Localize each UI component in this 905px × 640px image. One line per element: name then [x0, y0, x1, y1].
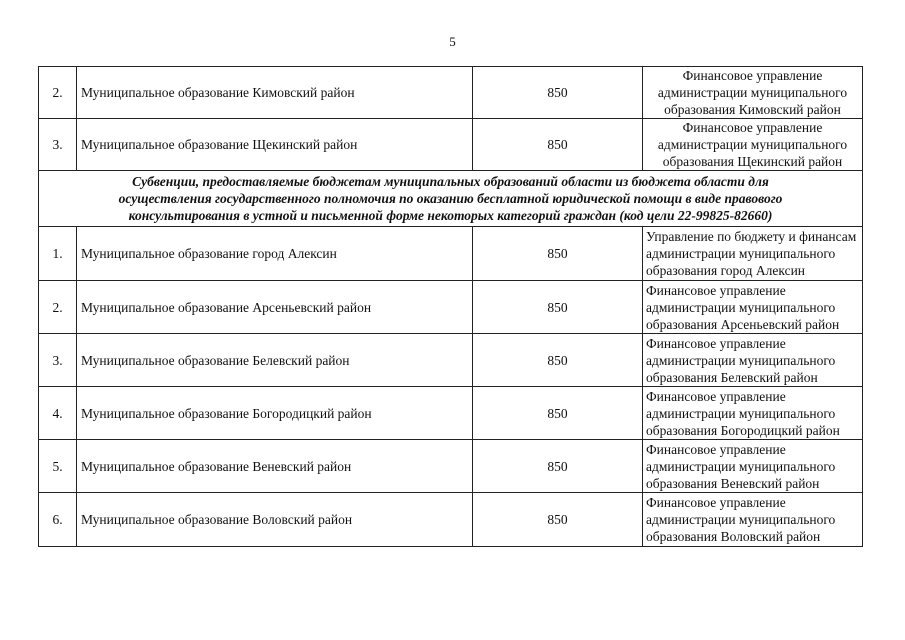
- table-row: [39, 334, 863, 387]
- administrator-line: администрации муниципального: [646, 458, 836, 474]
- table-row: [39, 281, 863, 334]
- administrator-line: образования Кимовский район: [664, 102, 841, 117]
- page-number: 5: [449, 34, 456, 49]
- section-header: [39, 171, 863, 227]
- amount-value: 850: [473, 227, 643, 281]
- amount-value: 850: [473, 281, 643, 334]
- amount-value: 850: [473, 119, 643, 171]
- administrator-name: [643, 227, 863, 281]
- municipality-name: Муниципальное образование Веневский район: [77, 440, 473, 493]
- municipality-name: Муниципальное образование Воловский район: [77, 493, 473, 547]
- amount-value: 850: [473, 334, 643, 387]
- row-number: 3.: [39, 334, 77, 387]
- municipality-name: Муниципальное образование Белевский район: [77, 334, 473, 387]
- administrator-line: образования город Алексин: [646, 263, 806, 278]
- municipality-name: Муниципальное образование Кимовский район: [77, 67, 473, 119]
- row-number: 2.: [39, 67, 77, 119]
- section-header-row: [39, 171, 863, 227]
- administrator-line: Финансовое управление: [646, 441, 786, 457]
- administrator-line: Управление по бюджету и финансам: [646, 229, 857, 244]
- administrator-line: Финансовое управление: [682, 120, 823, 135]
- amount-value: 850: [473, 493, 643, 547]
- amount-value: 850: [473, 67, 643, 119]
- administrator-line: образования Арсеньевский район: [646, 316, 840, 332]
- administrator-line: администрации муниципального: [657, 85, 848, 100]
- municipality-name: Муниципальное образование город Алексин: [77, 227, 473, 281]
- table-row: [39, 119, 863, 171]
- section-header-line: консультирования в устной и письменной форме некоторых категорий граждан (код цели 22-99825-82660): [128, 208, 773, 223]
- administrator-name: [643, 440, 863, 493]
- administrator-line: администрации муниципального: [646, 352, 836, 368]
- administrator-line: Финансовое управление: [646, 282, 786, 298]
- administrator-name: [643, 119, 863, 171]
- section-header-line: осуществления государственного полномочия по оказанию бесплатной юридической помощи в виде правового: [118, 191, 783, 206]
- amount-value: 850: [473, 440, 643, 493]
- administrator-line: образования Щекинский район: [662, 154, 843, 169]
- table-row: [39, 227, 863, 281]
- administrator-line: образования Веневский район: [646, 475, 820, 491]
- row-number: 2.: [39, 281, 77, 334]
- administrator-line: образования Воловский район: [646, 529, 821, 544]
- administrator-line: администрации муниципального: [646, 246, 836, 261]
- administrator-line: Финансовое управление: [646, 335, 786, 351]
- amount-value: 850: [473, 387, 643, 440]
- row-number: 1.: [39, 227, 77, 281]
- table-row: [39, 493, 863, 547]
- row-number: 4.: [39, 387, 77, 440]
- table-row: [39, 387, 863, 440]
- administrator-line: администрации муниципального: [657, 137, 848, 152]
- subvention-table: [38, 66, 863, 547]
- administrator-line: образования Белевский район: [646, 369, 818, 385]
- row-number: 3.: [39, 119, 77, 171]
- administrator-name: [643, 334, 863, 387]
- administrator-line: Финансовое управление: [682, 68, 823, 83]
- municipality-name: Муниципальное образование Щекинский район: [77, 119, 473, 171]
- municipality-name: Муниципальное образование Богородицкий район: [77, 387, 473, 440]
- administrator-line: Финансовое управление: [646, 388, 786, 404]
- table-row: [39, 440, 863, 493]
- administrator-line: администрации муниципального: [646, 299, 836, 315]
- section-header-line: Субвенции, предоставляемые бюджетам муниципальных образований области из бюджета области для: [132, 174, 769, 189]
- administrator-name: [643, 281, 863, 334]
- administrator-name: [643, 493, 863, 547]
- administrator-line: Финансовое управление: [646, 495, 786, 510]
- municipality-name: Муниципальное образование Арсеньевский район: [77, 281, 473, 334]
- administrator-line: администрации муниципального: [646, 512, 836, 527]
- administrator-name: [643, 387, 863, 440]
- row-number: 6.: [39, 493, 77, 547]
- administrator-name: [643, 67, 863, 119]
- table-row: [39, 67, 863, 119]
- administrator-line: образования Богородицкий район: [646, 422, 840, 438]
- row-number: 5.: [39, 440, 77, 493]
- administrator-line: администрации муниципального: [646, 405, 836, 421]
